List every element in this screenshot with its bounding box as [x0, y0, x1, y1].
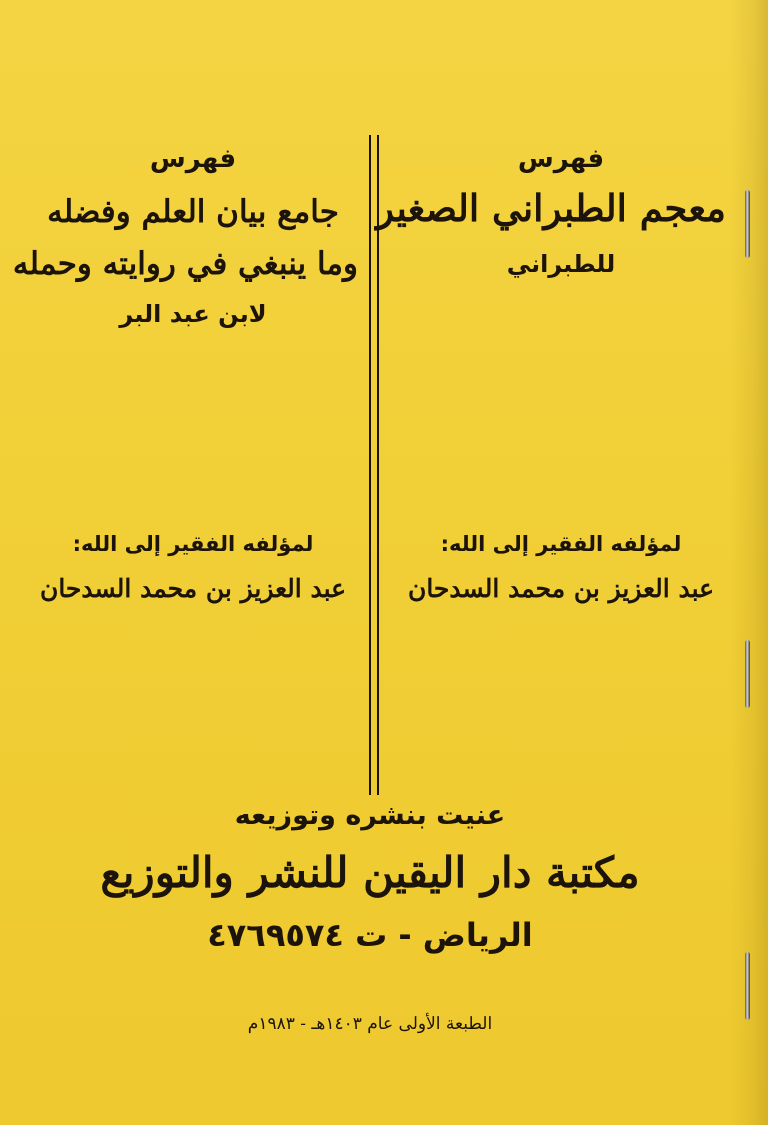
right-index-heading: فهرس: [517, 144, 605, 174]
left-book-subtitle: لابن عبد البر: [119, 300, 267, 328]
left-book-title-line2: وما ينبغي في روايته وحمله: [12, 246, 358, 282]
right-book-subtitle: للطبراني: [506, 250, 616, 278]
publisher-city-phone: الرياض - ت ٤٧٦٩٥٧٤: [207, 916, 533, 954]
publisher-block: [60, 0, 680, 1125]
left-author-name: عبد العزيز بن محمد السدحان: [39, 574, 347, 603]
staple: [745, 952, 750, 1020]
publish-intro: عنيت بنشره وتوزيعه: [234, 800, 506, 831]
right-author-name: عبد العزيز بن محمد السدحان: [407, 574, 715, 603]
left-author-intro: لمؤلفه الفقير إلى الله:: [72, 532, 314, 556]
left-index-heading: فهرس: [149, 144, 237, 174]
staple: [745, 190, 750, 258]
right-author-intro: لمؤلفه الفقير إلى الله:: [440, 532, 682, 556]
right-book-title: معجم الطبراني الصغير: [376, 186, 726, 230]
edition-line: الطبعة الأولى عام ١٤٠٣هـ - ١٩٨٣م: [247, 1014, 493, 1034]
publisher-name: مكتبة دار اليقين للنشر والتوزيع: [100, 848, 640, 897]
left-book-title-line1: جامع بيان العلم وفضله: [47, 194, 339, 230]
staple: [745, 640, 750, 708]
